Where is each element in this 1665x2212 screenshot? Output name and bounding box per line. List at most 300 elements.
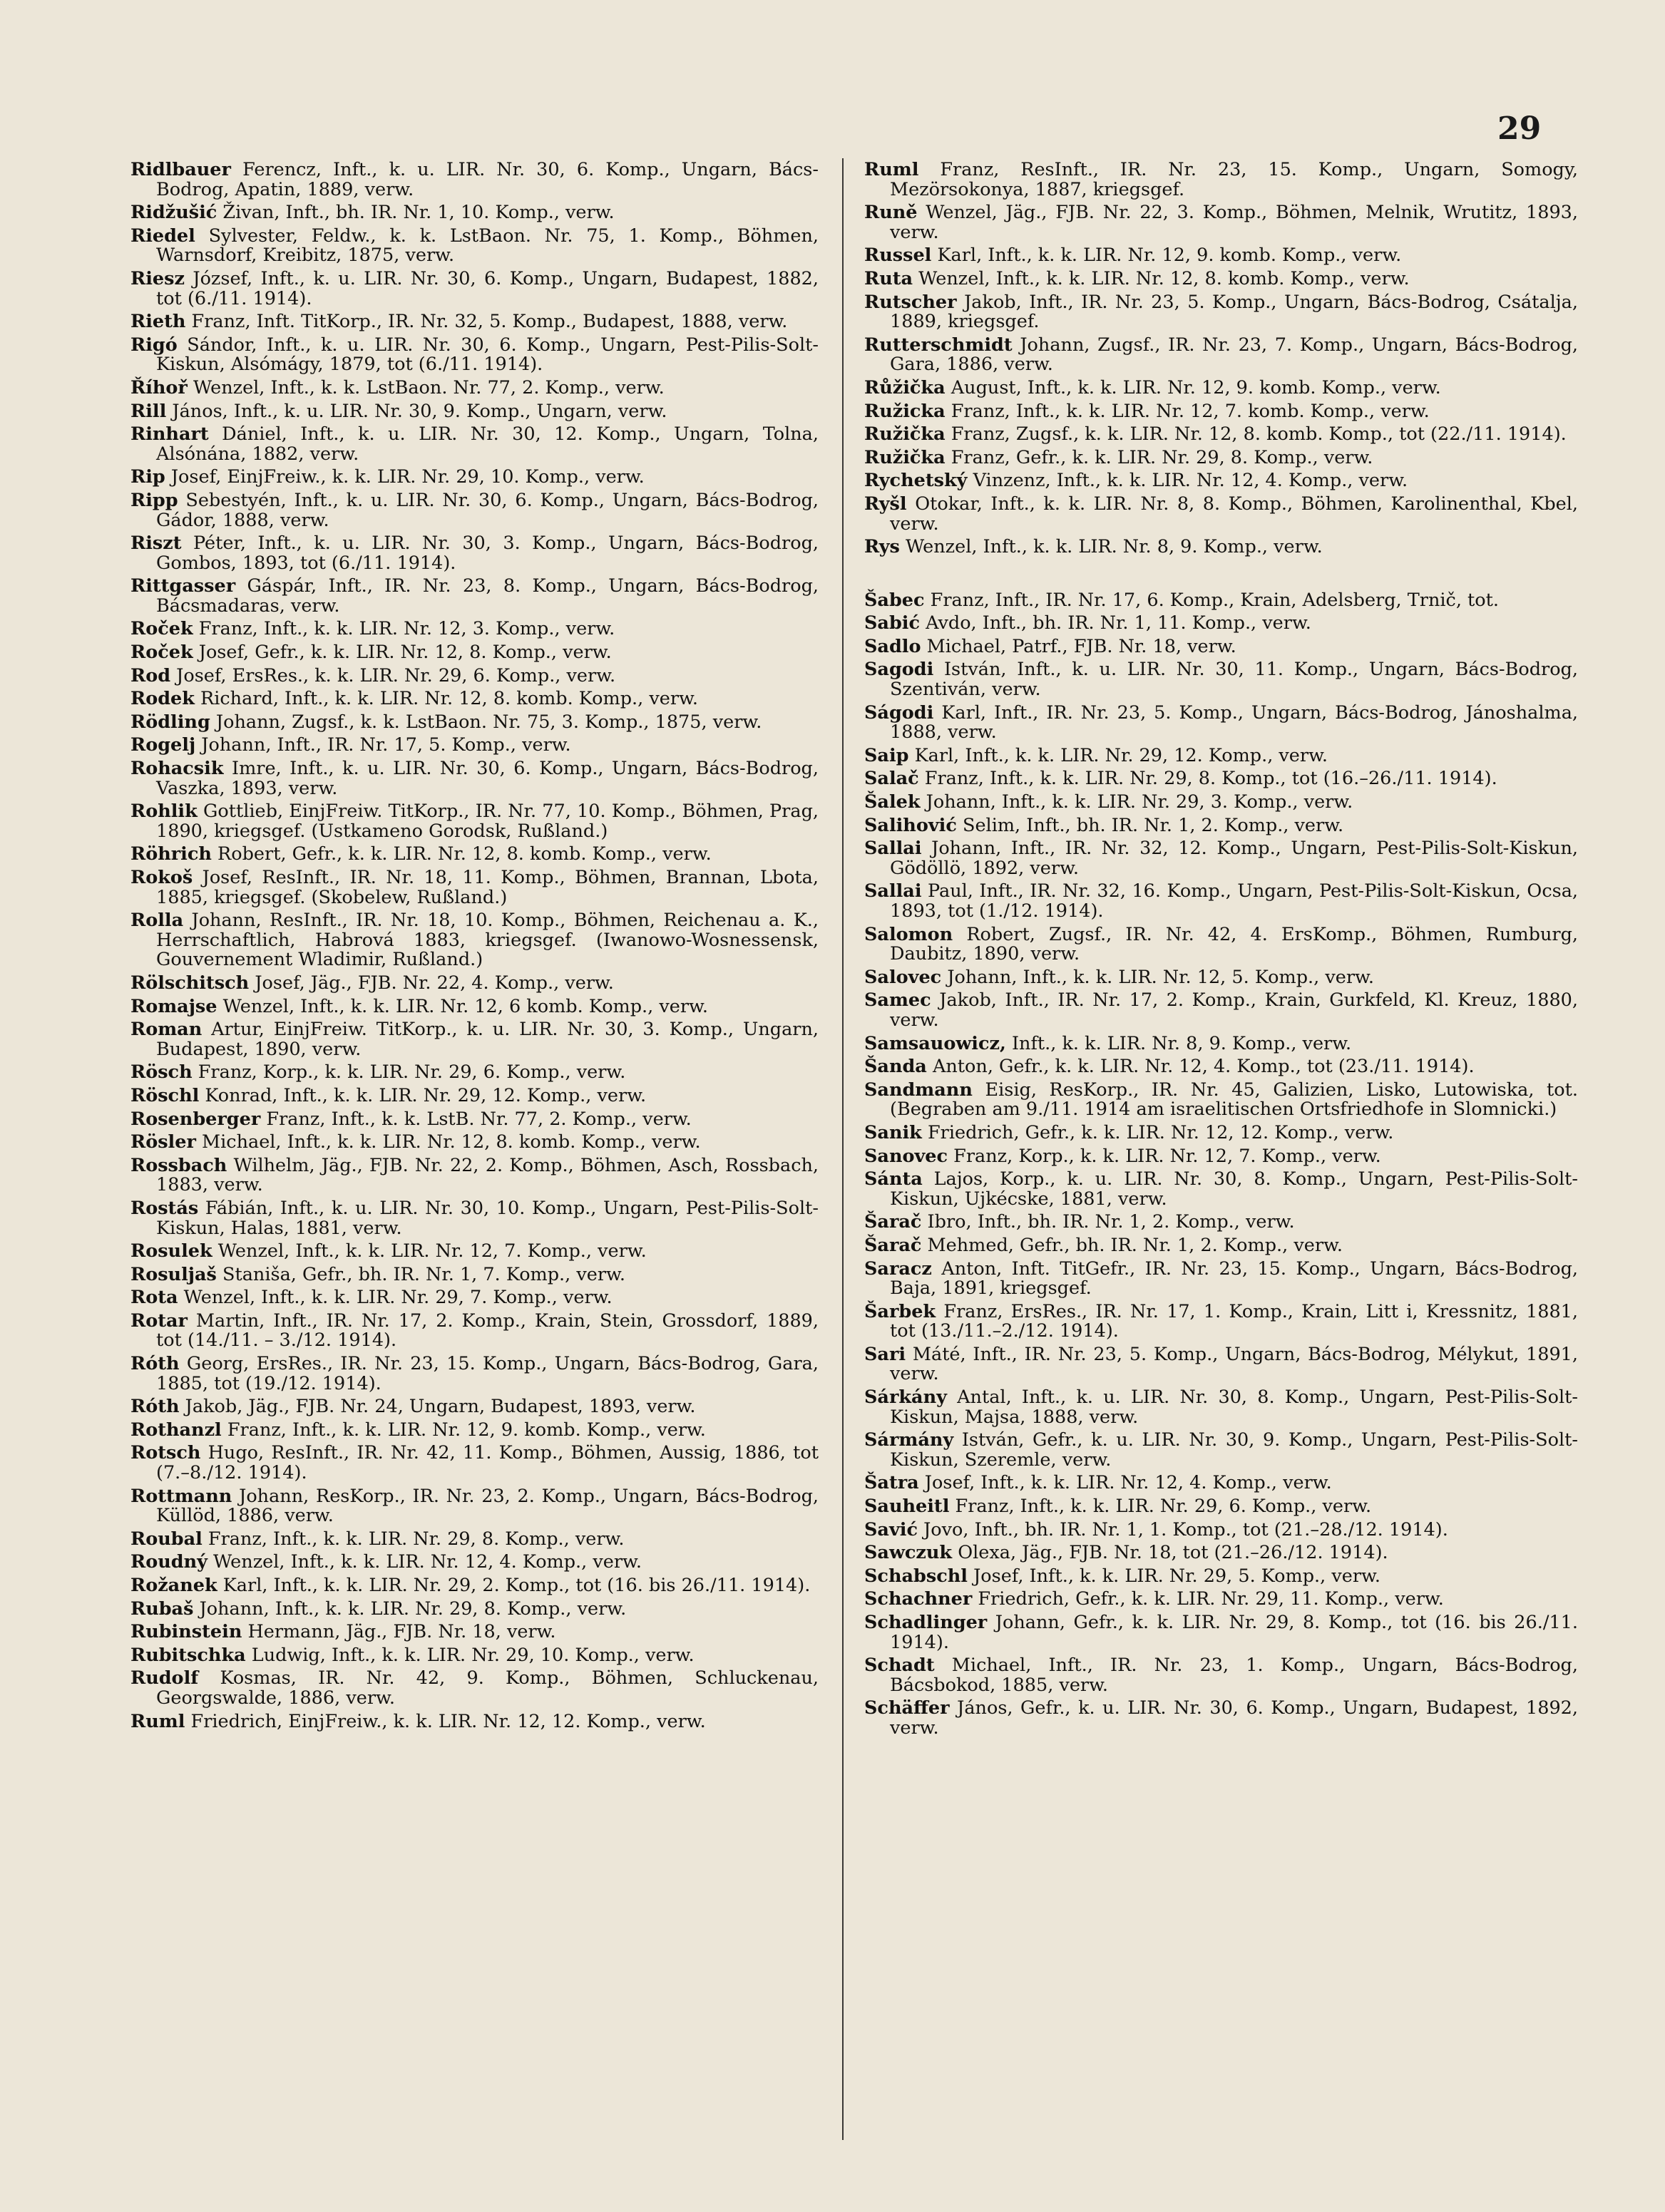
entry-surname: Rölschitsch [130, 972, 250, 994]
register-entry [130, 336, 819, 375]
entry-surname: Roman [130, 1019, 203, 1041]
entry-surname: Ružicka [864, 400, 946, 422]
entry-details: Friedrich, Gefr., k. k. LIR. Nr. 12, 12. Komp., verw. [927, 1121, 1394, 1143]
entry-details: Selim, Inft., bh. IR. Nr. 1, 2. Komp., verw. [963, 814, 1344, 836]
register-entry [130, 1063, 819, 1083]
register-entry [864, 925, 1578, 964]
entry-details: Staniša, Gefr., bh. IR. Nr. 1, 7. Komp., verw. [222, 1263, 625, 1285]
entry-surname: Rigó [130, 334, 178, 356]
register-entry [864, 1613, 1578, 1652]
entry-surname: Rottmann [130, 1485, 232, 1507]
register-entry [864, 1497, 1578, 1517]
register-entry [130, 1199, 819, 1238]
entry-details: István, Gefr., k. u. LIR. Nr. 30, 9. Komp., Ungarn, Pest-Pilis-Solt-Kiskun, Szeremle, verw. [890, 1429, 1579, 1471]
entry-details: Jakob, Jäg., FJB. Nr. 24, Ungarn, Budapest, 1893, verw. [185, 1396, 696, 1418]
entry-details: Franz, Inft., k. k. LIR. Nr. 29, 8. Komp., verw. [208, 1528, 625, 1550]
entry-details: Franz, Inft., k. k. LIR. Nr. 29, 6. Komp., verw. [955, 1496, 1372, 1518]
entry-details: János, Inft., k. u. LIR. Nr. 30, 9. Komp., Ungarn, verw. [172, 400, 667, 422]
entry-details: Máté, Inft., IR. Nr. 23, 5. Komp., Ungarn, Bács-Bodrog, Mélykut, 1891, verw. [890, 1343, 1579, 1385]
register-entry [130, 534, 819, 573]
register-entry [130, 1530, 819, 1550]
entry-details: Ferencz, Inft., k. u. LIR. Nr. 30, 6. Komp., Ungarn, Bács-Bodrog, Apatin, 1889, verw. [156, 159, 819, 200]
register-entry [864, 495, 1578, 534]
register-entry [864, 1123, 1578, 1143]
entry-details: Franz, Inft., k. k. LIR. Nr. 12, 7. komb. Komp., verw. [951, 400, 1430, 422]
register-entry [864, 839, 1578, 878]
entry-surname: Rutterschmidt [864, 334, 1013, 356]
entry-surname: Ružička [864, 423, 946, 446]
entry-surname: Rothanzl [130, 1419, 222, 1441]
entry-surname: Sárkány [864, 1387, 947, 1409]
register-entry [864, 1236, 1578, 1256]
entry-surname: Rotsch [130, 1442, 201, 1464]
entry-surname: Schadt [864, 1655, 935, 1677]
entry-details: Artur, EinjFreiw. TitKorp., k. u. LIR. Nr. 30, 3. Komp., Ungarn, Budapest, 1890, verw. [156, 1019, 819, 1060]
entry-details: Johann, Inft., IR. Nr. 17, 5. Komp., verw. [201, 734, 571, 756]
entry-surname: Saip [864, 744, 909, 766]
register-entry [130, 1669, 819, 1708]
register-entry [130, 1020, 819, 1059]
register-entry [864, 376, 1578, 398]
entry-details: Johann, ResInft., IR. Nr. 18, 10. Komp., Böhmen, Reichenau a. K., Herrschaftlich, Habrová 1883, kriegsgef. (Iwanowo-Wosnessensk, Gouvernement Wladimir, Rußland.) [156, 910, 819, 971]
register-entry [864, 425, 1578, 445]
register-entry [130, 1444, 819, 1483]
entry-details: Otokar, Inft., k. k. LIR. Nr. 8, 8. Komp., Böhmen, Karolinenthal, Kbel, verw. [890, 493, 1578, 535]
entry-details: Georg, ErsRes., IR. Nr. 23, 15. Komp., Ungarn, Bács-Bodrog, Gara, 1885, tot (19./12. 1914). [156, 1353, 819, 1394]
entry-surname: Rolla [130, 910, 184, 932]
entry-details: Wenzel, Inft., k. k. LIR. Nr. 29, 7. Komp., verw. [183, 1287, 613, 1309]
entry-surname: Šanda [864, 1056, 927, 1078]
entry-details: Avdo, Inft., bh. IR. Nr. 1, 11. Komp., verw. [926, 612, 1311, 634]
entry-details: Péter, Inft., k. u. LIR. Nr. 30, 3. Komp., Ungarn, Bács-Bodrog, Gombos, 1893, tot (6./11. 1914). [156, 533, 819, 574]
entry-surname: Riedel [130, 225, 195, 247]
entry-surname: Rill [130, 400, 167, 422]
entry-details: Sebestyén, Inft., k. u. LIR. Nr. 30, 6. Komp., Ungarn, Bács-Bodrog, Gádor, 1888, verw. [156, 489, 819, 531]
entry-details: Franz, Korp., k. k. LIR. Nr. 29, 6. Komp., verw. [198, 1061, 626, 1084]
register-entry [864, 537, 1578, 557]
entry-surname: Sanovec [864, 1145, 948, 1167]
register-entry [130, 1265, 819, 1285]
entry-surname: Rogelj [130, 734, 196, 756]
register-entry [130, 1312, 819, 1351]
register-entry [130, 1553, 819, 1573]
register-entry [864, 1147, 1578, 1167]
entry-details: Franz, Inft., k. k. LIR. Nr. 12, 3. Komp., verw. [198, 618, 615, 640]
register-entry [130, 1622, 819, 1642]
entry-surname: Sanik [864, 1121, 922, 1143]
register-entry [130, 160, 819, 200]
entry-surname: Rokoš [130, 867, 193, 888]
register-entry [130, 1156, 819, 1195]
entry-details: Robert, Zugsf., IR. Nr. 42, 4. ErsKomp., Böhmen, Rumburg, Daubitz, 1890, verw. [890, 923, 1578, 965]
entry-surname: Rod [130, 664, 171, 686]
entry-surname: Riszt [130, 533, 182, 555]
entry-surname: Rodek [130, 688, 195, 710]
register-entry [864, 1302, 1578, 1342]
register-entry [864, 1431, 1578, 1470]
entry-surname: Saracz [864, 1257, 932, 1280]
entry-surname: Róth [130, 1353, 180, 1375]
entry-surname: Schäffer [864, 1697, 950, 1719]
register-entry [130, 1646, 819, 1666]
entry-details: Inft., k. k. LIR. Nr. 8, 9. Komp., verw. [1011, 1032, 1352, 1054]
entry-surname: Rubinstein [130, 1621, 242, 1643]
register-entry [130, 1242, 819, 1262]
entry-details: Josef, Inft., k. k. LIR. Nr. 12, 4. Komp., verw. [924, 1472, 1332, 1494]
entry-surname: Rohlik [130, 801, 198, 823]
entry-details: Wenzel, Inft., k. k. LstBaon. Nr. 77, 2. Komp., verw. [193, 376, 665, 398]
entry-surname: Ridlbauer [130, 159, 231, 180]
entry-details: Johann, Inft., k. k. LIR. Nr. 12, 5. Komp., verw. [947, 966, 1374, 988]
register-entry [864, 402, 1578, 422]
entry-details: Franz, Zugsf., k. k. LIR. Nr. 12, 8. komb. Komp., tot (22./11. 1914). [951, 423, 1567, 446]
register-entry [864, 793, 1578, 813]
register-entry [130, 227, 819, 266]
page-number: 29 [1497, 110, 1542, 147]
register-entry [864, 882, 1578, 921]
register-entry [864, 1543, 1578, 1563]
entry-details: Konrad, Inft., k. k. LIR. Nr. 29, 12. Komp., verw. [205, 1084, 647, 1106]
register-entry [130, 491, 819, 530]
entry-surname: Schabschl [864, 1565, 968, 1587]
register-entry [864, 591, 1578, 611]
entry-details: Wenzel, Inft., k. k. LIR. Nr. 12, 7. Komp., verw. [217, 1240, 647, 1262]
entry-details: Sylvester, Feldw., k. k. LstBaon. Nr. 75, 1. Komp., Böhmen, Warnsdorf, Kreibitz, 1875, verw. [156, 225, 819, 267]
register-entry [130, 269, 819, 309]
entry-details: Vinzenz, Inft., k. k. LIR. Nr. 12, 4. Komp., verw. [973, 470, 1408, 492]
entry-surname: Riesz [130, 267, 185, 289]
register-entry [864, 336, 1578, 375]
entry-surname: Sandmann [864, 1079, 973, 1101]
entry-surname: Šarač [864, 1211, 922, 1233]
entry-surname: Salihović [864, 814, 957, 836]
register-entry [130, 643, 819, 663]
entry-surname: Šarač [864, 1234, 922, 1256]
entry-details: Franz, ErsRes., IR. Nr. 17, 1. Komp., Krain, Litt i, Kressnitz, 1881, tot (13./11.–2./12. 1914). [890, 1300, 1578, 1342]
register-entry [130, 1133, 819, 1153]
entry-details: Johann, Zugsf., IR. Nr. 23, 7. Komp., Ungarn, Bács-Bodrog, Gara, 1886, verw. [890, 334, 1579, 376]
entry-details: Eisig, ResKorp., IR. Nr. 45, Galizien, Lisko, Lutowiska, tot. (Begraben am 9./11. 1914 am israelitischen Ortsfriedhofe in Slomnicki.) [890, 1079, 1578, 1121]
entry-surname: Rota [130, 1287, 178, 1309]
entry-surname: Röschl [130, 1084, 200, 1106]
entry-details: József, Inft., k. u. LIR. Nr. 30, 6. Komp., Ungarn, Budapest, 1882, tot (6./11. 1914). [156, 267, 819, 309]
entry-details: Paul, Inft., IR. Nr. 32, 16. Komp., Ungarn, Pest-Pilis-Solt-Kiskun, Ocsa, 1893, tot (1./12. 1914). [890, 880, 1579, 922]
entry-details: Johann, Zugsf., k. k. LstBaon. Nr. 75, 3. Komp., 1875, verw. [215, 711, 762, 733]
entry-surname: Rostás [130, 1197, 199, 1219]
entry-details: Karl, Inft., k. k. LIR. Nr. 12, 9. komb. Komp., verw. [937, 245, 1402, 267]
register-entry [864, 1518, 1578, 1540]
entry-details: Johann, ResKorp., IR. Nr. 23, 2. Komp., Ungarn, Bács-Bodrog, Küllöd, 1886, verw. [156, 1485, 819, 1527]
register-entry [864, 293, 1578, 332]
register-entry [864, 269, 1578, 289]
register-entry [130, 402, 819, 422]
entry-surname: Róth [130, 1396, 180, 1418]
entry-surname: Sallai [864, 880, 922, 902]
register-entry [130, 1487, 819, 1526]
entry-surname: Ságodi [864, 701, 934, 724]
entry-surname: Rinhart [130, 423, 209, 446]
entry-details: Josef, Inft., k. k. LIR. Nr. 29, 5. Komp., verw. [973, 1565, 1380, 1587]
entry-surname: Rubaš [130, 1598, 194, 1620]
entry-details: Johann, Gefr., k. k. LIR. Nr. 29, 8. Komp., tot (16. bis 26./11. 1914). [890, 1612, 1578, 1653]
entry-surname: Sánta [864, 1168, 923, 1190]
register-entry [130, 664, 819, 686]
register-entry [864, 203, 1578, 242]
entry-details: Franz, Inft. TitKorp., IR. Nr. 32, 5. Komp., Budapest, 1888, verw. [191, 311, 788, 333]
register-entry [864, 448, 1578, 468]
entry-surname: Salač [864, 768, 919, 790]
register-entry [130, 713, 819, 733]
entry-surname: Rödling [130, 711, 210, 733]
entry-surname: Šalek [864, 791, 921, 813]
entry-surname: Rosuljaš [130, 1263, 217, 1285]
entry-surname: Röhrich [130, 843, 212, 865]
register-entry [130, 1600, 819, 1620]
register-entry [130, 1712, 819, 1732]
entry-details: Michael, Inft., k. k. LIR. Nr. 12, 8. komb. Komp., verw. [202, 1131, 701, 1153]
entry-details: Hugo, ResInft., IR. Nr. 42, 11. Komp., Böhmen, Aussig, 1886, tot (7.–8./12. 1914). [156, 1442, 819, 1484]
register-entry [864, 614, 1578, 634]
register-entry [864, 769, 1578, 789]
entry-surname: Rutscher [864, 291, 957, 313]
register-entry [864, 160, 1578, 200]
entry-details: Johann, Inft., k. k. LIR. Nr. 29, 8. Komp., verw. [199, 1598, 627, 1620]
register-entry [130, 1397, 819, 1417]
register-entry [130, 997, 819, 1017]
entry-surname: Rychetský [864, 470, 968, 492]
entry-details: Josef, ErsRes., k. k. LIR. Nr. 29, 6. Komp., verw. [176, 664, 616, 686]
entry-details: Friedrich, EinjFreiw., k. k. LIR. Nr. 12, 12. Komp., verw. [190, 1710, 706, 1732]
entry-details: Karl, Inft., k. k. LIR. Nr. 29, 12. Komp., verw. [914, 744, 1328, 766]
entry-surname: Rieth [130, 311, 186, 333]
register-entry [864, 1388, 1578, 1427]
entry-surname: Russel [864, 245, 932, 267]
entry-surname: Samsauowicz, [864, 1032, 1006, 1054]
entry-surname: Rubitschka [130, 1644, 246, 1666]
register-entry [864, 1057, 1578, 1077]
entry-surname: Roček [130, 618, 193, 640]
entry-details: János, Gefr., k. u. LIR. Nr. 30, 6. Komp., Ungarn, Budapest, 1892, verw. [890, 1697, 1578, 1739]
entry-details: Anton, Inft. TitGefr., IR. Nr. 23, 15. Komp., Ungarn, Bács-Bodrog, Baja, 1891, kriegsgef. [890, 1257, 1578, 1300]
entry-details: Franz, Inft., IR. Nr. 17, 6. Komp., Krain, Adelsberg, Trnič, tot. [930, 589, 1499, 611]
register-entry [130, 868, 819, 907]
register-entry [864, 1473, 1578, 1493]
entry-details: Richard, Inft., k. k. LIR. Nr. 12, 8. komb. Komp., verw. [200, 688, 698, 710]
entry-details: Ibro, Inft., bh. IR. Nr. 1, 2. Komp., verw. [927, 1211, 1295, 1233]
entry-details: Franz, Inft., k. k. LIR. Nr. 29, 8. Komp., tot (16.–26./11. 1914). [924, 768, 1497, 790]
entry-surname: Ruml [130, 1710, 185, 1732]
entry-details: Imre, Inft., k. u. LIR. Nr. 30, 6. Komp., Ungarn, Bács-Bodrog, Vaszka, 1893, verw. [156, 758, 819, 799]
register-entry [130, 1354, 819, 1394]
entry-details: Mehmed, Gefr., bh. IR. Nr. 1, 2. Komp., verw. [927, 1234, 1343, 1256]
register-entry [864, 1567, 1578, 1587]
entry-details: Michael, Inft., IR. Nr. 23, 1. Komp., Ungarn, Bács-Bodrog, Bácsbokod, 1885, verw. [890, 1655, 1578, 1696]
entry-details: Jakob, Inft., IR. Nr. 23, 5. Komp., Ungarn, Bács-Bodrog, Csátalja, 1889, kriegsgef. [890, 291, 1578, 333]
entry-surname: Rohacsik [130, 758, 224, 780]
register-entry [864, 1345, 1578, 1384]
register-entry [130, 619, 819, 639]
entry-surname: Rosulek [130, 1240, 212, 1262]
register-entry [130, 1421, 819, 1441]
entry-surname: Salovec [864, 966, 942, 988]
entry-surname: Samec [864, 989, 931, 1012]
entry-details: Franz, ResInft., IR. Nr. 23, 15. Komp., Ungarn, Somogy, Mezörsokonya, 1887, kriegsgef. [890, 159, 1578, 200]
entry-details: Gottlieb, EinjFreiw. TitKorp., IR. Nr. 77, 10. Komp., Böhmen, Prag, 1890, kriegsgef. (Ustkameno Gorodsk, Rußland.) [156, 801, 819, 842]
entry-surname: Runě [864, 202, 918, 224]
entry-details: August, Inft., k. k. LIR. Nr. 12, 9. komb. Komp., verw. [951, 376, 1441, 398]
left-column [130, 160, 819, 1735]
entry-surname: Rip [130, 466, 165, 488]
entry-details: Franz, Korp., k. k. LIR. Nr. 12, 7. Komp., verw. [953, 1145, 1381, 1167]
entry-surname: Ridžušić [130, 202, 217, 224]
entry-surname: Schachner [864, 1588, 973, 1610]
register-entry [864, 991, 1578, 1030]
entry-surname: Šabec [864, 589, 925, 611]
entry-surname: Rudolf [130, 1667, 199, 1689]
entry-details: Johann, Inft., IR. Nr. 32, 12. Komp., Ungarn, Pest-Pilis-Solt-Kiskun, Gödöllö, 1892, verw. [890, 838, 1578, 879]
entry-details: Karl, Inft., k. k. LIR. Nr. 29, 2. Komp., tot (16. bis 26./11. 1914). [222, 1575, 811, 1596]
entry-surname: Sagodi [864, 659, 934, 681]
entry-details: Fábián, Inft., k. u. LIR. Nr. 30, 10. Komp., Ungarn, Pest-Pilis-Solt-Kiskun, Halas, 1881, verw. [156, 1197, 819, 1239]
register-entry [864, 1213, 1578, 1233]
entry-details: Franz, Inft., k. k. LIR. Nr. 12, 9. komb. Komp., verw. [227, 1419, 706, 1441]
entry-details: Wenzel, Inft., k. k. LIR. Nr. 8, 9. Komp., verw. [906, 536, 1323, 558]
register-entry [864, 660, 1578, 699]
entry-details: Antal, Inft., k. u. LIR. Nr. 30, 8. Komp., Ungarn, Pest-Pilis-Solt-Kiskun, Majsa, 1888, verw. [890, 1387, 1578, 1428]
register-entry [130, 689, 819, 709]
entry-details: Robert, Gefr., k. k. LIR. Nr. 12, 8. komb. Komp., verw. [217, 843, 712, 865]
register-entry [864, 746, 1578, 766]
entry-surname: Sauheitl [864, 1496, 950, 1518]
register-entry [864, 1656, 1578, 1695]
entry-details: Karl, Inft., IR. Nr. 23, 5. Komp., Ungarn, Bács-Bodrog, Jánoshalma, 1888, verw. [890, 701, 1579, 744]
register-entry [130, 425, 819, 464]
entry-details: Jakob, Inft., IR. Nr. 17, 2. Komp., Krain, Gurkfeld, Kl. Kreuz, 1880, verw. [890, 989, 1579, 1031]
entry-details: Franz, Inft., k. k. LstB. Nr. 77, 2. Komp., verw. [266, 1108, 692, 1130]
entry-surname: Sadlo [864, 635, 921, 657]
entry-details: Anton, Gefr., k. k. LIR. Nr. 12, 4. Komp., tot (23./11. 1914). [932, 1056, 1475, 1078]
register-entry [130, 1288, 819, 1308]
register-entry [130, 802, 819, 841]
entry-details: Josef, EinjFreiw., k. k. LIR. Nr. 29, 10. Komp., verw. [170, 466, 645, 488]
register-entry [130, 577, 819, 616]
entry-surname: Roubal [130, 1528, 203, 1550]
entry-surname: Sari [864, 1343, 906, 1365]
register-entry [130, 911, 819, 970]
entry-surname: Ruml [864, 159, 919, 180]
entry-surname: Rossbach [130, 1154, 227, 1176]
entry-surname: Ružička [864, 446, 946, 468]
entry-details: Wilhelm, Jäg., FJB. Nr. 22, 2. Komp., Böhmen, Asch, Rossbach, 1883, verw. [156, 1154, 819, 1196]
entry-surname: Šarbek [864, 1300, 936, 1322]
register-entry [864, 471, 1578, 491]
entry-details: Sándor, Inft., k. u. LIR. Nr. 30, 6. Komp., Ungarn, Pest-Pilis-Solt-Kiskun, Alsómágy, 1879, tot (6./11. 1914). [156, 334, 819, 376]
register-entry [864, 701, 1579, 744]
register-entry [130, 759, 819, 798]
register-entry [864, 968, 1578, 988]
entry-details: Josef, Gefr., k. k. LIR. Nr. 12, 8. Komp., verw. [198, 642, 612, 664]
register-entry [864, 1170, 1578, 1209]
entry-details: Michael, Patrf., FJB. Nr. 18, verw. [926, 635, 1236, 657]
entry-surname: Růžička [864, 376, 946, 398]
entry-details: Ludwig, Inft., k. k. LIR. Nr. 29, 10. Komp., verw. [251, 1644, 695, 1666]
register-entry [130, 974, 819, 994]
entry-surname: Roudný [130, 1551, 208, 1573]
section-gap [864, 561, 1578, 591]
entry-surname: Ripp [130, 489, 178, 511]
entry-details: Dániel, Inft., k. u. LIR. Nr. 30, 12. Komp., Ungarn, Tolna, Alsónána, 1882, verw. [156, 423, 819, 465]
entry-details: Wenzel, Inft., k. k. LIR. Nr. 12, 6 komb. Komp., verw. [222, 995, 708, 1017]
entry-surname: Sallai [864, 838, 922, 860]
entry-surname: Ruta [864, 267, 913, 289]
register-entry [864, 816, 1578, 836]
register-entry [864, 1699, 1578, 1738]
entry-details: Kosmas, IR. Nr. 42, 9. Komp., Böhmen, Schluckenau, Georgswalde, 1886, verw. [156, 1667, 819, 1709]
register-entry [130, 845, 819, 865]
entry-details: Josef, Jäg., FJB. Nr. 22, 4. Komp., verw. [255, 972, 614, 994]
entry-surname: Ryšl [864, 493, 907, 515]
register-entry [130, 376, 819, 398]
entry-surname: Schadlinger [864, 1612, 988, 1633]
entry-details: István, Inft., k. u. LIR. Nr. 30, 11. Komp., Ungarn, Bács-Bodrog, Szentiván, verw. [890, 659, 1578, 701]
entry-surname: Šatra [864, 1472, 919, 1494]
entry-surname: Rys [864, 536, 900, 558]
register-entry [130, 312, 819, 332]
entry-surname: Rittgasser [130, 575, 236, 597]
entry-surname: Sármány [864, 1429, 954, 1451]
entry-details: Johann, Inft., k. k. LIR. Nr. 29, 3. Komp., verw. [926, 791, 1353, 813]
entry-surname: Rösch [130, 1061, 193, 1084]
entry-details: Martin, Inft., IR. Nr. 17, 2. Komp., Krain, Stein, Grossdorf, 1889, tot (14./11. – 3./12. 1914). [156, 1310, 819, 1352]
register-entry [130, 468, 819, 488]
entry-details: Josef, ResInft., IR. Nr. 18, 11. Komp., Böhmen, Brannan, Lbota, 1885, kriegsgef. (Skobelew, Rußland.) [156, 867, 819, 908]
column-divider [842, 158, 844, 2140]
entry-surname: Savić [864, 1518, 918, 1540]
entry-details: Hermann, Jäg., FJB. Nr. 18, verw. [247, 1621, 556, 1643]
register-entry [864, 1257, 1578, 1300]
entry-surname: Roček [130, 642, 193, 664]
entry-details: Wenzel, Inft., k. k. LIR. Nr. 12, 8. komb. Komp., verw. [918, 267, 1410, 289]
entry-surname: Sabić [864, 612, 920, 634]
register-entry [864, 637, 1578, 657]
register-entry [864, 246, 1578, 266]
register-entry [130, 203, 819, 223]
entry-details: Jovo, Inft., bh. IR. Nr. 1, 1. Komp., tot (21.–28./12. 1914). [923, 1518, 1448, 1540]
entry-details: Gáspár, Inft., IR. Nr. 23, 8. Komp., Ungarn, Bács-Bodrog, Bácsmadaras, verw. [156, 575, 819, 617]
register-entry [130, 736, 819, 756]
entry-details: Olexa, Jäg., FJB. Nr. 18, tot (21.–26./12. 1914). [958, 1542, 1388, 1564]
entry-surname: Salomon [864, 923, 953, 945]
entry-details: Lajos, Korp., k. u. LIR. Nr. 30, 8. Komp., Ungarn, Pest-Pilis-Solt-Kiskun, Ujkécske, 1881, verw. [890, 1168, 1578, 1210]
entry-surname: Říhoř [130, 376, 188, 398]
register-entry [130, 1110, 819, 1130]
entry-surname: Romajse [130, 995, 217, 1017]
entry-surname: Rotar [130, 1310, 188, 1332]
entry-details: Wenzel, Inft., k. k. LIR. Nr. 12, 4. Komp., verw. [213, 1551, 642, 1573]
register-entry [864, 1590, 1578, 1610]
register-entry [864, 1081, 1578, 1120]
entry-details: Wenzel, Jäg., FJB. Nr. 22, 3. Komp., Böhmen, Melnik, Wrutitz, 1893, verw. [890, 202, 1578, 243]
register-entry [864, 1034, 1578, 1054]
right-column [864, 160, 1578, 1742]
entry-surname: Rösler [130, 1131, 196, 1153]
entry-details: Friedrich, Gefr., k. k. LIR. Nr. 29, 11. Komp., verw. [978, 1588, 1444, 1610]
register-entry [130, 1576, 819, 1596]
entry-surname: Rosenberger [130, 1108, 261, 1130]
entry-surname: Sawczuk [864, 1542, 953, 1564]
entry-surname: Rožanek [130, 1575, 217, 1596]
entry-details: Franz, Gefr., k. k. LIR. Nr. 29, 8. Komp., verw. [951, 446, 1373, 468]
